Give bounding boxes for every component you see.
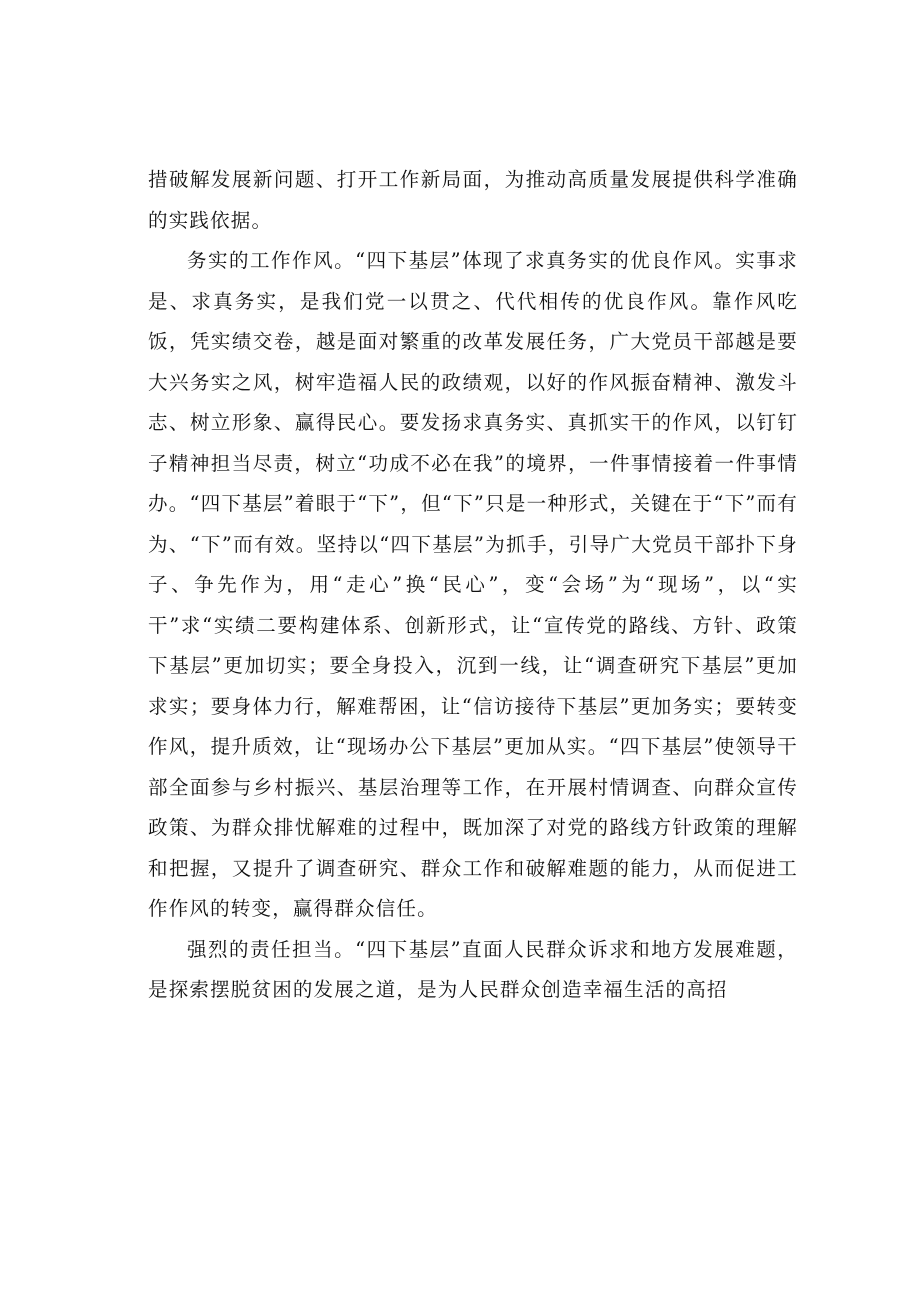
document-page (148, 160, 798, 1011)
paragraph-text: “四下基层”体现了求真务实的优良作风。实事求是、求真务实，是我们党一以贯之、代代相传的优良作风。靠作风吃饭，凭实绩交卷，越是面对繁重的改革发展任务，广大党员干部越是要大兴务实之风，树牢造福人民的政绩观，以好的作风振奋精神、激发斗志、树立形象、赢得民心。要发扬求真务实、真抓实干的作风，以钉钉子精神担当尽责，树立“功成不必在我”的境界，一件事情接着一件事情办。“四下基层”着眼于“下”，但“下”只是一种形式，关键在于“下”而有为、“下”而有效。坚持以“四下基层”为抓手，引导广大党员干部扑下身子、争先作为，用“走心”换“民心”，变“会场”为“现场”，以“实干”求“实绩二要构建体系、创新形式，让“宣传党的路线、方针、政策下基层”更加切实；要全身投入，沉到一线，让“调查研究下基层”更加求实；要身体力行，解难帮困，让“信访接待下基层”更加务实；要转变作风，提升质效，让“现场办公下基层”更加从实。“四下基层”使领导干部全面参与乡村振兴、基层治理等工作，在开展村情调查、向群众宣传政策、为群众排忧解难的过程中，既加深了对党的路线方针政策的理解和把握，又提升了调查研究、群众工作和破解难题的能力，从而促进工作作风的转变，赢得群众信任。 (148, 249, 798, 920)
paragraph-text: “四下基层”直面人民群众诉求和地方发展难题，是探索摆脱贫困的发展之道，是为人民群众创造幸福生活的高招 (148, 937, 798, 1001)
paragraph-work-style (148, 241, 798, 930)
paragraph-responsibility (148, 930, 798, 1011)
paragraph-text: 措破解发展新问题、打开工作新局面，为推动高质量发展提供科学准确的实践依据。 (148, 168, 798, 232)
paragraph-heading: 务实的工作作风。 (187, 249, 356, 272)
paragraph-heading: 强烈的责任担当。 (187, 937, 356, 961)
paragraph-continuation (148, 160, 798, 241)
